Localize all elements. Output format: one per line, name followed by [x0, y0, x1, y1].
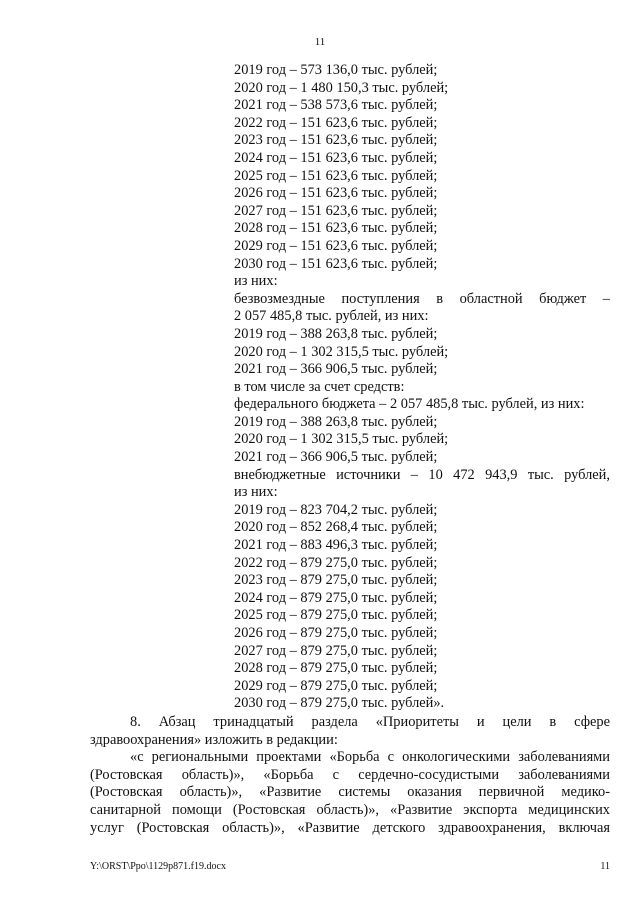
list-line: 2023 год – 879 275,0 тыс. рублей; [234, 572, 438, 589]
list-line: 2029 год – 151 623,6 тыс. рублей; [234, 237, 438, 254]
paragraph-line: «с региональными проектами «Борьба с онкологическими заболеваниями [130, 749, 610, 766]
list-line: 2024 год – 151 623,6 тыс. рублей; [234, 149, 438, 166]
paragraph-line: санитарной помощи (Ростовская область)», «Развитие экспорта медицинских [90, 801, 610, 818]
paragraph-line: здравоохранения» изложить в редакции: [90, 731, 338, 748]
amendment-section [90, 714, 610, 837]
list-line: 2029 год – 879 275,0 тыс. рублей; [234, 677, 438, 694]
list-line: внебюджетные источники – 10 472 943,9 тыс. рублей, [234, 466, 610, 483]
list-line: 2027 год – 879 275,0 тыс. рублей; [234, 642, 438, 659]
paragraph-line: 8. Абзац тринадцатый раздела «Приоритеты и цели в сфере [130, 714, 610, 730]
paragraph-line: услуг (Ростовская область)», «Развитие детского здравоохранения, включая [90, 819, 610, 836]
list-line: 2020 год – 1 480 150,3 тыс. рублей; [234, 79, 449, 96]
paragraph-line: (Ростовская область)», «Борьба с сердечно-сосудистыми заболеваниями [90, 766, 610, 783]
list-line: 2019 год – 823 704,2 тыс. рублей; [234, 501, 438, 518]
list-line: 2021 год – 883 496,3 тыс. рублей; [234, 537, 438, 554]
list-line: в том числе за счет средств: [234, 378, 405, 395]
list-line: 2028 год – 151 623,6 тыс. рублей; [234, 220, 438, 237]
list-line: 2021 год – 366 906,5 тыс. рублей; [234, 449, 438, 466]
list-line: 2028 год – 879 275,0 тыс. рублей; [234, 660, 438, 677]
list-line: 2021 год – 538 573,6 тыс. рублей; [234, 97, 438, 114]
list-line: 2019 год – 388 263,8 тыс. рублей; [234, 325, 438, 342]
list-line: 2027 год – 151 623,6 тыс. рублей; [234, 202, 438, 219]
list-line: 2026 год – 151 623,6 тыс. рублей; [234, 185, 438, 202]
funding-list [234, 62, 610, 713]
list-line: 2022 год – 151 623,6 тыс. рублей; [234, 114, 438, 131]
page-number-header: 11 [314, 36, 326, 48]
list-line: 2 057 485,8 тыс. рублей, из них: [234, 308, 429, 325]
list-line: 2030 год – 879 275,0 тыс. рублей». [234, 695, 445, 712]
list-line: 2025 год – 151 623,6 тыс. рублей; [234, 167, 438, 184]
list-line: 2025 год – 879 275,0 тыс. рублей; [234, 607, 438, 624]
list-line: 2030 год – 151 623,6 тыс. рублей; [234, 255, 438, 272]
paragraph-line: (Ростовская область)», «Развитие системы оказания первичной медико- [90, 784, 610, 801]
list-line: 2024 год – 879 275,0 тыс. рублей; [234, 589, 438, 606]
list-line: из них: [234, 484, 278, 501]
list-line: 2019 год – 388 263,8 тыс. рублей; [234, 413, 438, 430]
page-number-footer: 11 [600, 861, 610, 872]
list-line: 2020 год – 1 302 315,5 тыс. рублей; [234, 343, 449, 360]
list-line: из них: [234, 273, 278, 290]
list-line: 2019 год – 573 136,0 тыс. рублей; [234, 62, 438, 78]
list-line: 2021 год – 366 906,5 тыс. рублей; [234, 361, 438, 378]
list-line: 2023 год – 151 623,6 тыс. рублей; [234, 132, 438, 149]
list-line: 2026 год – 879 275,0 тыс. рублей; [234, 625, 438, 641]
list-line: 2020 год – 852 268,4 тыс. рублей; [234, 519, 438, 536]
list-line: безвозмездные поступления в областной бюджет – [234, 290, 610, 307]
list-line: федерального бюджета – 2 057 485,8 тыс. рублей, из них: [234, 396, 585, 413]
footer-file-path: Y:\ORST\Ppo\1129p871.f19.docx [90, 861, 226, 872]
list-line: 2020 год – 1 302 315,5 тыс. рублей; [234, 431, 449, 448]
list-line: 2022 год – 879 275,0 тыс. рублей; [234, 554, 438, 571]
